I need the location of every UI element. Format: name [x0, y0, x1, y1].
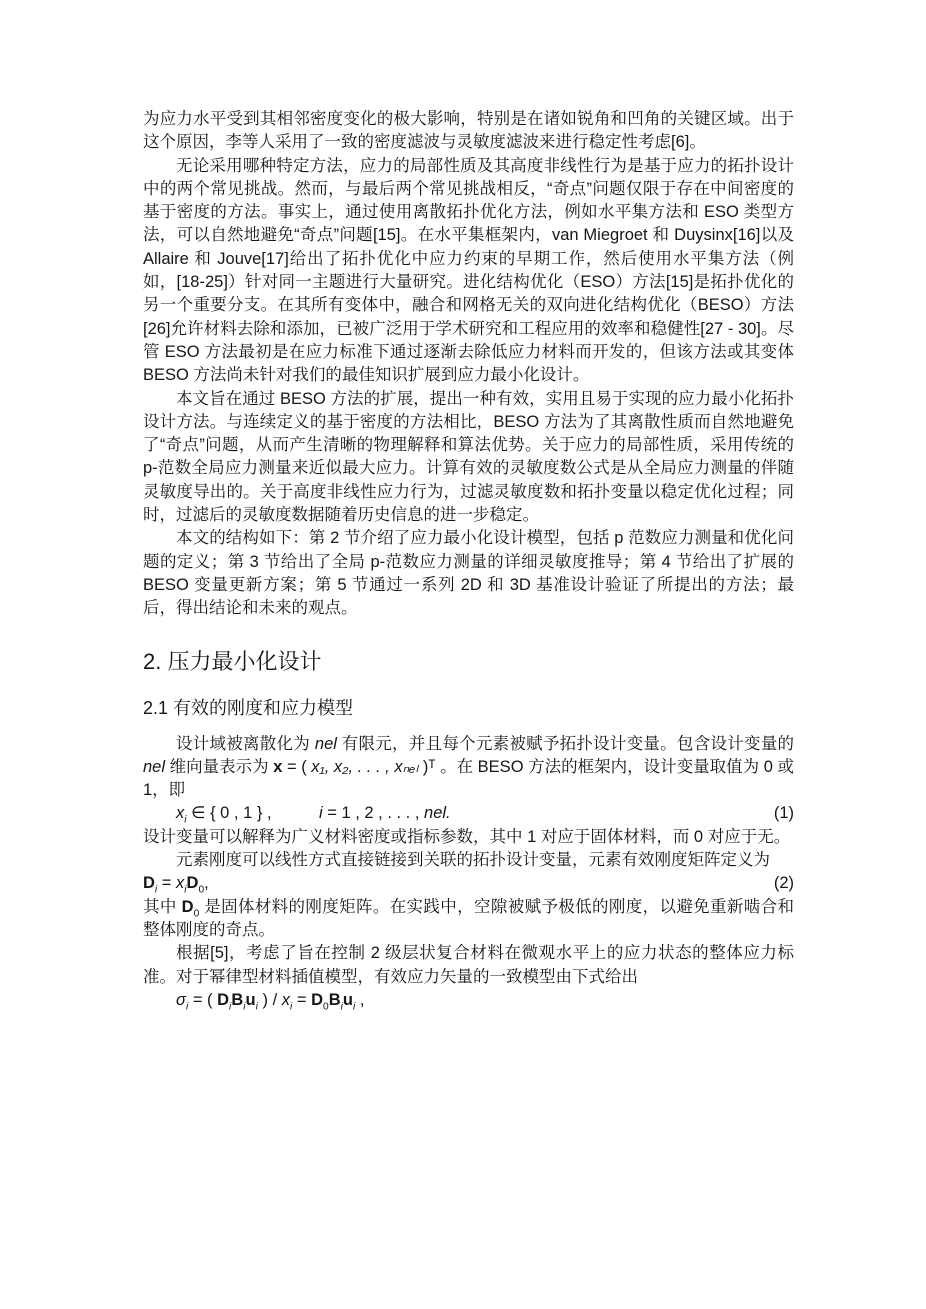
eq-subscript: i: [184, 814, 187, 826]
eq-segment: B: [328, 990, 341, 1009]
equation-3: [143, 989, 794, 1012]
eq-subscript: i: [290, 1001, 293, 1013]
eq-subscript: i: [255, 1001, 258, 1013]
eq-subscript: 0: [323, 1001, 329, 1013]
math-nel: nel: [314, 734, 337, 753]
section-heading: 2. 压力最小化设计: [143, 648, 322, 674]
eq-segment: = (: [188, 990, 218, 1009]
text-segment: 设计域被离散化为: [176, 734, 315, 753]
text-segment: = (: [282, 757, 312, 776]
text-segment: 维向量表示为: [165, 757, 274, 776]
paragraph-variable-interpretation: 设计变量可以解释为广义材料密度或指标参数，其中 1 对应于固体材料，而 0 对应于无。: [143, 827, 791, 846]
equation-number: (1): [773, 804, 794, 823]
eq-subscript: 0: [198, 884, 205, 896]
eq-segment: =: [292, 990, 312, 1009]
eq-subscript: i: [353, 1001, 356, 1013]
math-vector-x: x: [273, 757, 283, 776]
equation-1-body: [176, 802, 451, 825]
equation-3-body: [176, 989, 364, 1012]
eq-segment: D: [217, 990, 230, 1009]
eq-segment: ,: [355, 990, 365, 1009]
text-segment: )ᵀ 。在 BESO 方法的框架内，设计变量取值为 0 或 1，即: [143, 757, 794, 800]
paragraph-stress-criterion: 根据[5]，考虑了旨在控制 2 级层状复合材料在微观水平上的应力状态的整体应力标准。对于幂律型材料插值模型，有效应力矢量的一致模型由下式给出: [143, 944, 794, 986]
paragraph-challenges: 无论采用哪种特定方法，应力的局部性质及其高度非线性行为是基于应力的拓扑设计中的两个常见挑战。然而，与最后两个常见挑战相反，“奇点”问题仅限于存在中间密度的基于密度的方法。事实上，通过使用离散拓扑优化方法，例如水平集方法和 ESO 类型方法，可以自然地避免“奇点”问题[15]。在水平集框架内，van Miegroet 和 Duysinx[16]以及 Allaire 和 Jouve[17]给出了拓扑优化中应力约束的早期工作，然后使用水平集方法（例如，[18-25]）针对同一主题进行大量研究。进化结构优化（ESO）方法[15]是拓扑优化的另一个重要分支。在其所有变体中，融合和网格无关的双向进化结构优化（BESO）方法[26]允许材料去除和添加，已被广泛用于学术研究和工程应用的效率和稳健性[27 - 30]。尽管 ESO 方法最初是在应力标准下通过逐渐去除低应力材料而开发的，但该方法或其变体 BESO 方法尚未针对我们的最佳知识扩展到应力最小化设计。: [143, 156, 794, 385]
eq-segment: D: [143, 874, 155, 893]
eq-subscript: i: [185, 1001, 189, 1013]
eq-segment: D: [186, 874, 199, 893]
eq-subscript: i: [154, 884, 158, 896]
eq-subscript: i: [340, 1001, 343, 1013]
eq-segment: i: [319, 804, 323, 823]
equation-number: (2): [773, 874, 794, 893]
math-D0: D: [181, 897, 194, 916]
subsection-heading: 2.1 有效的刚度和应力模型: [143, 697, 354, 718]
equation-2: [143, 872, 794, 895]
eq-segment: =: [157, 874, 177, 893]
paragraph-contribution: 本文旨在通过 BESO 方法的扩展，提出一种有效，实用且易于实现的应力最小化拓扑设计方法。与连续定义的基于密度的方法相比，BESO 方法为了其离散性质而自然地避免了“奇点”问题，从而产生清晰的物理解释和算法优势。关于应力的局部性质，采用传统的 p-范数全局应力测量来近似最大应力。计算有效的灵敏度数公式是从全局应力测量的伴随灵敏度导出的。关于高度非线性应力行为，过滤灵敏度数和拓扑变量以稳定优化过程；同时，过滤后的灵敏度数据随着历史信息的进一步稳定。: [143, 389, 794, 525]
eq-segment: B: [231, 990, 244, 1009]
eq-segment: nel.: [424, 804, 451, 823]
eq-segment: ) /: [257, 990, 282, 1009]
eq-segment: = 1 , 2 , . . . ,: [322, 804, 425, 823]
eq-segment: x: [176, 874, 185, 893]
paragraph-outline: 本文的结构如下：第 2 节介绍了应力最小化设计模型，包括 p 范数应力测量和优化问题的定义；第 3 节给出了全局 p-范数应力测量的详细灵敏度推导；第 4 节给出了扩展的 BESO 变量更新方案；第 5 节通过一系列 2D 和 3D 基准设计验证了所提出的方法；最后，得出结论和未来的观点。: [143, 529, 794, 618]
eq-subscript: i: [243, 1001, 246, 1013]
eq-segment: u: [245, 990, 256, 1009]
eq-subscript: i: [184, 884, 187, 896]
paragraph-stiffness-matrix: [143, 896, 794, 943]
eq-segment: x: [176, 804, 185, 823]
paragraph-design-variables: [143, 733, 794, 803]
math-subscript: 0: [193, 907, 200, 919]
text-segment: 是固体材料的刚度矩阵。在实践中，空隙被赋予极低的刚度，以避免重新啮合和整体刚度的奇点。: [143, 897, 794, 939]
math-nel: nel: [143, 757, 166, 776]
math-x-list: x₁, x₂, . . . , xₙₑₗ: [311, 757, 419, 776]
eq-segment: ∈ { 0 , 1 } ,: [186, 804, 277, 823]
equation-2-body: [143, 872, 209, 895]
eq-segment: x: [281, 990, 290, 1009]
eq-segment: ,: [204, 874, 209, 893]
equation-1: [143, 802, 794, 825]
text-segment: 其中: [143, 897, 182, 916]
paragraph-continuation: 为应力水平受到其相邻密度变化的极大影响，特别是在诸如锐角和凹角的关键区域。出于这个原因，李等人采用了一致的密度滤波与灵敏度滤波来进行稳定性考虑[6]。: [143, 110, 794, 152]
eq-segment: u: [342, 990, 353, 1009]
eq-subscript: i: [229, 1001, 232, 1013]
eq-segment: D: [311, 990, 324, 1009]
eq-segment: σ: [176, 990, 186, 1009]
text-segment: 有限元，并且每个元素被赋予拓扑设计变量。包含设计变量的: [336, 734, 794, 753]
paragraph-stiffness-link: 元素刚度可以线性方式直接链接到关联的拓扑设计变量，元素有效刚度矩阵定义为: [176, 851, 770, 870]
